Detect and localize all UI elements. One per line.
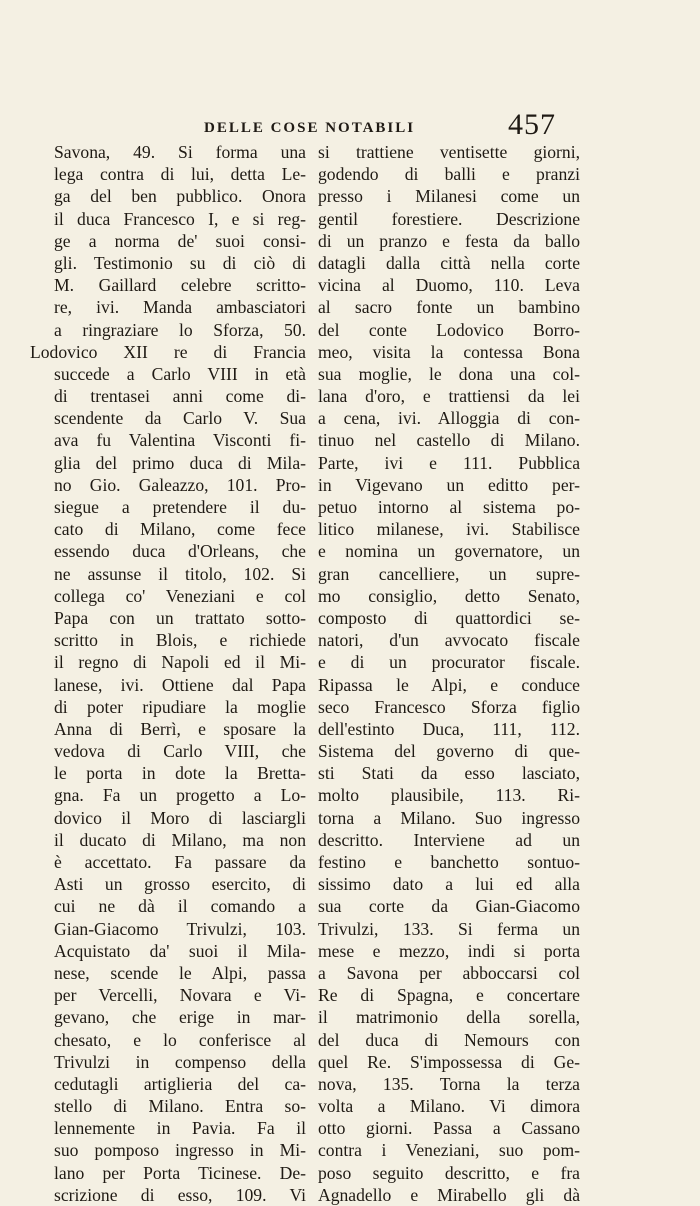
text-line: natori, d'un avvocato fiscale — [318, 630, 580, 651]
text-line: litico milanese, ivi. Stabilisce — [318, 519, 580, 540]
text-line: nese, scende le Alpi, passa — [54, 962, 306, 983]
text-line: torna a Milano. Suo ingresso — [318, 807, 580, 828]
text-line: ga del ben pubblico. Onora — [54, 186, 306, 207]
running-head-title: DELLE COSE NOTABILI — [204, 120, 416, 136]
text-line: ne assunse il titolo, 102. Si — [54, 563, 306, 584]
text-line: sua corte da Gian-Giacomo — [318, 896, 580, 917]
text-line: il duca Francesco I, e si reg- — [54, 208, 306, 229]
text-line: volta a Milano. Vi dimora — [318, 1096, 580, 1117]
text-line: presso i Milanesi come un — [318, 186, 580, 207]
text-line: dovico il Moro di lasciargli — [54, 807, 306, 828]
text-line: Acquistato da' suoi il Mila- — [54, 940, 306, 961]
text-line: gentil forestiere. Descrizione — [318, 208, 580, 229]
text-line: Gian-Giacomo Trivulzi, 103. — [54, 918, 306, 939]
text-line: sti Stati da esso lasciato, — [318, 763, 580, 784]
text-line: Sistema del governo di que- — [318, 741, 580, 762]
text-line: dell'estinto Duca, 111, 112. — [318, 718, 580, 739]
text-line: re, ivi. Manda ambasciatori — [54, 297, 306, 318]
text-line: di un pranzo e festa da ballo — [318, 230, 580, 251]
text-line: gna. Fa un progetto a Lo- — [54, 785, 306, 806]
text-line: Agnadello e Mirabello gli dà — [318, 1184, 580, 1205]
text-line: otto giorni. Passa a Cassano — [318, 1118, 580, 1139]
text-line: del conte Lodovico Borro- — [318, 319, 580, 340]
text-line: si trattiene ventisette giorni, — [318, 142, 580, 162]
text-line: le porta in dote la Bretta- — [54, 763, 306, 784]
text-line: Papa con un trattato sotto- — [54, 607, 306, 628]
text-line: scrizione di esso, 109. Vi — [54, 1184, 306, 1205]
text-line: del duca di Nemours con — [318, 1029, 580, 1050]
text-line: a cena, ivi. Alloggia di con- — [318, 408, 580, 429]
text-line: suo pomposo ingresso in Mi- — [54, 1140, 306, 1161]
text-line: scritto in Blois, e richiede — [54, 630, 306, 651]
text-line: Savona, 49. Si forma una — [54, 142, 306, 162]
text-line: a Savona per abboccarsi col — [318, 962, 580, 983]
text-line: per Vercelli, Novara e Vi- — [54, 985, 306, 1006]
text-line: Anna di Berrì, e sposare la — [54, 718, 306, 739]
text-line: gli. Testimonio su di ciò di — [54, 252, 306, 273]
index-column-left — [30, 141, 306, 1206]
text-line: a ringraziare lo Sforza, 50. — [54, 319, 306, 340]
text-line: chesato, e lo conferisce al — [54, 1029, 306, 1050]
text-line: Asti un grosso esercito, di — [54, 874, 306, 895]
text-line: festino e banchetto sontuo- — [318, 852, 580, 872]
text-line: lana d'oro, e trattiensi da lei — [318, 386, 580, 407]
text-line: sua moglie, le dona una col- — [318, 363, 580, 384]
text-line: descritto. Interviene ad un — [318, 829, 580, 850]
text-line: e di un procurator fiscale. — [318, 652, 580, 673]
text-line: mo consiglio, detto Senato, — [318, 585, 580, 606]
text-line: nova, 135. Torna la terza — [318, 1073, 580, 1094]
text-line: datagli dalla città nella corte — [318, 252, 580, 273]
text-line: Ripassa le Alpi, e conduce — [318, 674, 580, 695]
text-line: poso seguito descritto, e fra — [318, 1162, 580, 1183]
text-line: sissimo dato a lui ed alla — [318, 874, 580, 895]
text-line: il matrimonio della sorella, — [318, 1007, 580, 1028]
text-line: Parte, ivi e 111. Pubblica — [318, 452, 580, 473]
text-line: al sacro fonte un bambino — [318, 297, 580, 318]
text-line: il regno di Napoli ed il Mi- — [54, 652, 306, 673]
text-line: godendo di balli e pranzi — [318, 164, 580, 185]
text-line: no Gio. Galeazzo, 101. Pro- — [54, 474, 306, 495]
text-line: gevano, che erige in mar- — [54, 1007, 306, 1028]
text-line: tinuo nel castello di Milano. — [318, 430, 580, 451]
text-line: gran cancelliere, un supre- — [318, 563, 580, 584]
text-line: Re di Spagna, e concertare — [318, 985, 580, 1006]
text-line: essendo duca d'Orleans, che — [54, 541, 306, 562]
text-line: vedova di Carlo VIII, che — [54, 741, 306, 762]
page-number: 457 — [508, 108, 556, 141]
text-line: succede a Carlo VIII in età — [54, 363, 306, 384]
text-line: petuo intorno al sistema po- — [318, 497, 580, 517]
text-line: cui ne dà il comando a — [54, 896, 306, 917]
text-line: cato di Milano, come fece — [54, 519, 306, 540]
text-line: in Vigevano un editto per- — [318, 474, 580, 495]
text-line: scendente da Carlo V. Sua — [54, 408, 306, 429]
text-line: ava fu Valentina Visconti fi- — [54, 430, 306, 451]
text-line: ge a norma de' suoi consi- — [54, 230, 306, 251]
text-line: collega co' Veneziani e col — [54, 585, 306, 606]
text-line: M. Gaillard celebre scritto- — [54, 275, 306, 296]
text-line: di trentasei anni come di- — [54, 386, 306, 407]
text-line: quel Re. S'impossessa di Ge- — [318, 1051, 580, 1072]
text-line: glia del primo duca di Mila- — [54, 452, 306, 473]
text-line: cedutagli artiglieria del ca- — [54, 1073, 306, 1094]
text-line: siegue a pretendere il du- — [54, 497, 306, 517]
text-line: meo, visita la contessa Bona — [318, 341, 580, 362]
text-line: Lodovico XII re di Francia — [30, 341, 306, 362]
text-line: seco Francesco Sforza figlio — [318, 696, 580, 717]
text-line: molto plausibile, 113. Ri- — [318, 785, 580, 806]
index-column-right — [318, 141, 580, 1206]
text-line: mese e mezzo, indi si porta — [318, 940, 580, 961]
text-line: Trivulzi in compenso della — [54, 1051, 306, 1072]
text-line: lanese, ivi. Ottiene dal Papa — [54, 674, 306, 695]
text-line: il ducato di Milano, ma non — [54, 829, 306, 850]
text-line: lega contra di lui, detta Le- — [54, 164, 306, 185]
text-line: Trivulzi, 133. Si ferma un — [318, 918, 580, 939]
text-line: contra i Veneziani, suo pom- — [318, 1140, 580, 1161]
text-line: lano per Porta Ticinese. De- — [54, 1162, 306, 1183]
text-line: è accettato. Fa passare da — [54, 852, 306, 872]
text-line: di poter ripudiare la moglie — [54, 696, 306, 717]
text-line: composto di quattordici se- — [318, 607, 580, 628]
text-line: e nomina un governatore, un — [318, 541, 580, 562]
text-line: stello di Milano. Entra so- — [54, 1096, 306, 1117]
text-line: lennemente in Pavia. Fa il — [54, 1118, 306, 1139]
text-line: vicina al Duomo, 110. Leva — [318, 275, 580, 296]
